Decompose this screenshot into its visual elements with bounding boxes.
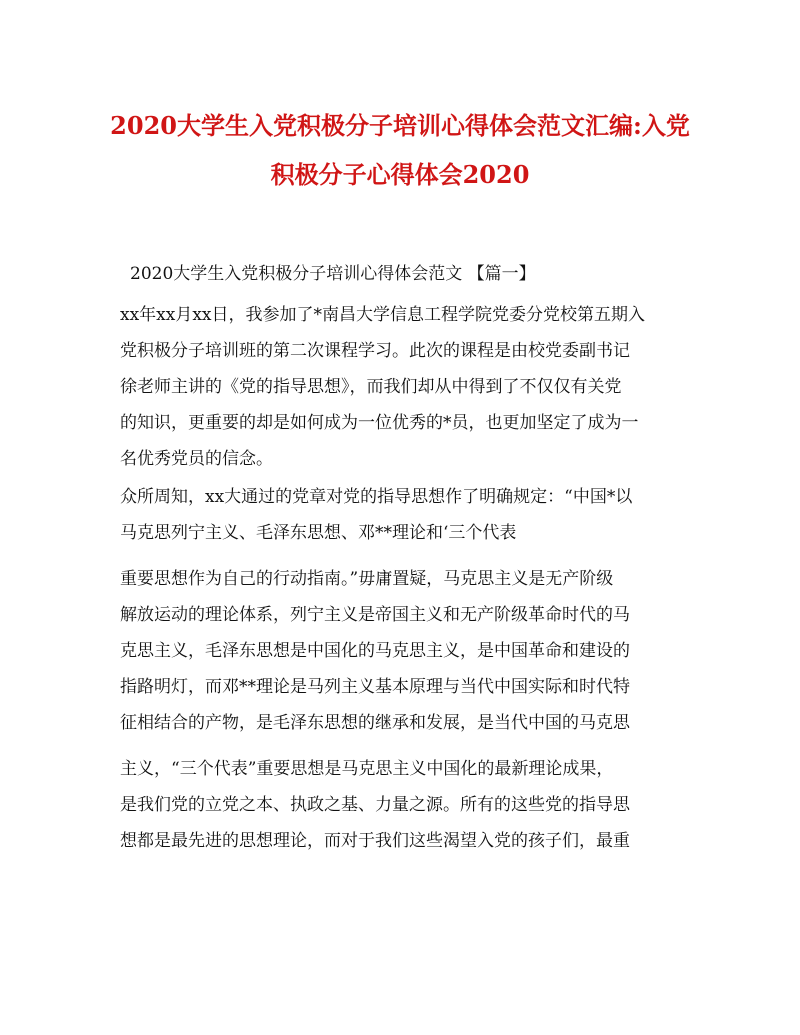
body-line: 指路明灯，而邓**理论是马列主义基本原理与当代中国实际和时代特 (120, 677, 630, 697)
title-line-2: 积极分子心得体会2020 (270, 160, 530, 189)
body-line: 党积极分子培训班的第二次课程学习。此次的课程是由校党委副书记 (120, 341, 630, 361)
document-title (100, 101, 700, 199)
body-line: 徐老师主讲的《党的指导思想》，而我们却从中得到了不仅仅有关党 (120, 377, 622, 397)
body-line: 重要思想作为自己的行动指南。”毋庸置疑，马克思主义是无产阶级 (120, 569, 614, 589)
body-line: 想都是最先进的思想理论，而对于我们这些渴望入党的孩子们，最重 (120, 831, 630, 851)
body-line: 名优秀党员的信念。 (120, 449, 273, 469)
body-line: 是我们党的立党之本、执政之基、力量之源。所有的这些党的指导思 (120, 795, 630, 815)
title-line-1: 2020大学生入党积极分子培训心得体会范文汇编:入党 (110, 111, 690, 140)
body-line: xx年xx月xx日，我参加了*南昌大学信息工程学院党委分党校第五期入 (120, 305, 646, 325)
body-line: 马克思列宁主义、毛泽东思想、邓**理论和‘三个代表 (120, 523, 517, 543)
section-heading: 2020大学生入党积极分子培训心得体会范文 【篇一】 (130, 264, 536, 284)
body-line: 克思主义，毛泽东思想是中国化的马克思主义，是中国革命和建设的 (120, 641, 630, 661)
body-line: 众所周知，xx大通过的党章对党的指导思想作了明确规定：“中国*以 (120, 487, 633, 507)
body-line: 的知识，更重要的却是如何成为一位优秀的*员，也更加坚定了成为一 (120, 413, 639, 433)
body-line: 解放运动的理论体系，列宁主义是帝国主义和无产阶级革命时代的马 (120, 605, 630, 625)
body-line: 征相结合的产物，是毛泽东思想的继承和发展，是当代中国的马克思 (120, 713, 630, 733)
body-line: 主义，“三个代表”重要思想是马克思主义中国化的最新理论成果， (120, 759, 614, 779)
